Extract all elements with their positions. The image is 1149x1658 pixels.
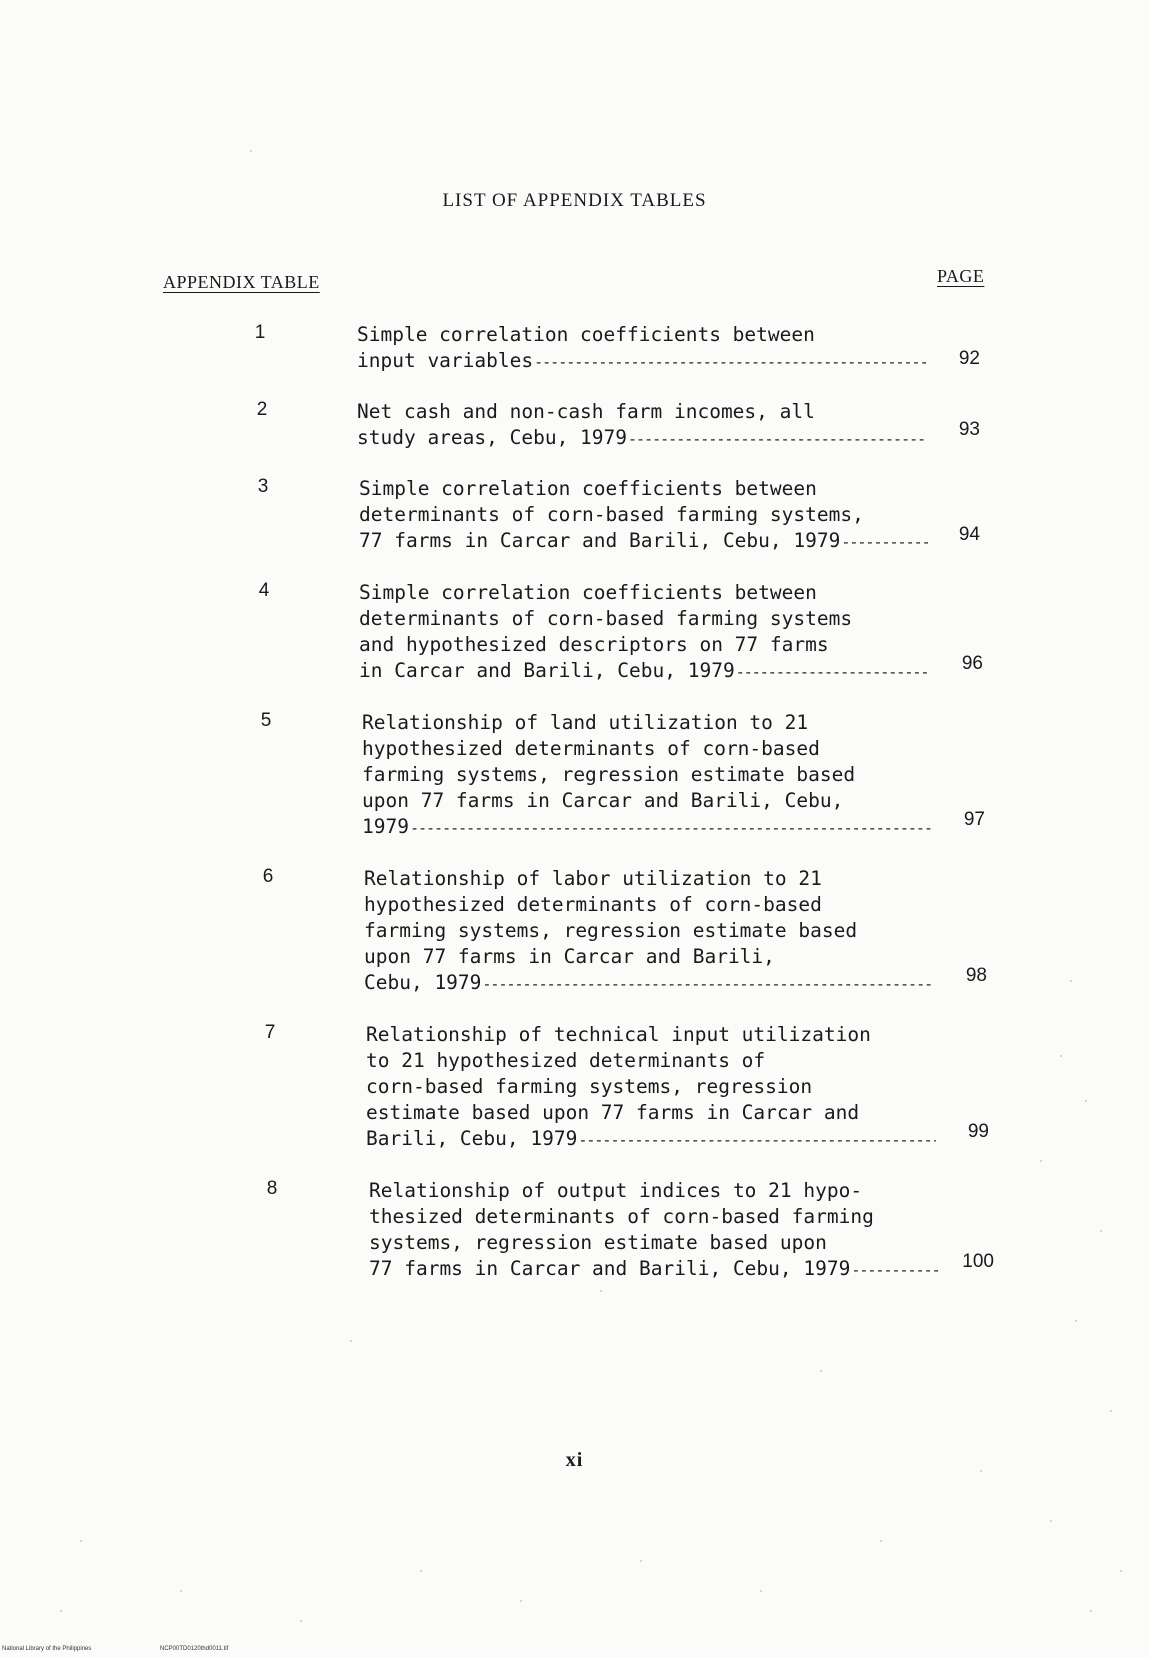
entry-title [369, 1178, 939, 1283]
entry-title-line: hypothesized determinants of corn-based [362, 737, 820, 760]
dot-leader [578, 1127, 936, 1153]
entry-title-line: Relationship of labor utilization to 21 [364, 867, 822, 890]
entry-page-number: 97 [963, 809, 985, 830]
entry-title [366, 1022, 936, 1153]
scan-footer-library: National Library of the Philippines [2, 1646, 92, 1652]
entry-title-line: Simple correlation coefficients between [359, 581, 817, 604]
entry-title-line: to 21 hypothesized determinants of [366, 1049, 766, 1072]
entry-title [357, 399, 927, 452]
appendix-table-column-header: APPENDIX TABLE [163, 272, 320, 292]
entry-number: 1 [254, 322, 266, 343]
entry-title-last-line: 1979 [362, 815, 409, 838]
dot-leader [482, 971, 934, 997]
entry-page-number: 100 [962, 1251, 994, 1272]
page-column-header: PAGE [937, 266, 985, 286]
entry-title-line: Simple correlation coefficients between [357, 323, 815, 346]
entry-title [364, 866, 934, 997]
entry-page-number: 98 [965, 965, 987, 986]
entry-number: 5 [260, 710, 272, 731]
dot-leader [628, 426, 927, 452]
entry-number: 7 [264, 1022, 276, 1043]
entry-page-number: 96 [961, 653, 983, 674]
entry-title [362, 710, 932, 841]
entry-title-line: corn-based farming systems, regression [366, 1075, 813, 1098]
entry-title-last-line: 77 farms in Carcar and Barili, Cebu, 1979 [359, 529, 841, 552]
entry-title-line: hypothesized determinants of corn-based [364, 893, 822, 916]
dot-leader [851, 1257, 939, 1283]
entry-title [359, 580, 929, 685]
entry-number: 3 [257, 476, 269, 497]
entry-title-last-line: input variables [357, 349, 534, 372]
entry-title-line: thesized determinants of corn-based farming [369, 1205, 874, 1228]
entry-title [357, 322, 927, 375]
entry-title-line: upon 77 farms in Carcar and Barili, Cebu, [362, 789, 844, 812]
entry-title-line: systems, regression estimate based upon [369, 1231, 827, 1254]
entry-page-number: 99 [967, 1121, 989, 1142]
entry-title-last-line: in Carcar and Barili, Cebu, 1979 [359, 659, 735, 682]
entry-title-line: farming systems, regression estimate based [364, 919, 858, 942]
entry-number: 6 [262, 866, 274, 887]
entry-title-last-line: Barili, Cebu, 1979 [366, 1127, 578, 1150]
dot-leader [410, 815, 932, 841]
entry-title-line: Net cash and non-cash farm incomes, all [357, 400, 815, 423]
entry-title-last-line: 77 farms in Carcar and Barili, Cebu, 1979 [369, 1257, 851, 1280]
page-title: LIST OF APPENDIX TABLES [442, 190, 707, 211]
entry-page-number: 92 [958, 348, 980, 369]
entry-title-last-line: study areas, Cebu, 1979 [357, 426, 628, 449]
dot-leader [736, 659, 929, 685]
entry-title-line: Simple correlation coefficients between [359, 477, 817, 500]
entry-page-number: 93 [958, 419, 980, 440]
scan-footer-filename: NCP00TD0120thd0011.tif [160, 1646, 229, 1652]
entry-title-line: Relationship of land utilization to 21 [362, 711, 809, 734]
entry-number: 8 [266, 1178, 278, 1199]
dot-leader [841, 529, 929, 555]
entry-title-line: Relationship of technical input utilization [366, 1023, 871, 1046]
entry-title [359, 476, 929, 555]
entry-title-last-line: Cebu, 1979 [364, 971, 482, 994]
entry-title-line: upon 77 farms in Carcar and Barili, [364, 945, 775, 968]
dot-leader [534, 349, 927, 375]
entry-title-line: farming systems, regression estimate based [362, 763, 856, 786]
entry-page-number: 94 [958, 524, 980, 545]
entry-title-line: determinants of corn-based farming systems, [359, 503, 864, 526]
entry-title-line: estimate based upon 77 farms in Carcar and [366, 1101, 860, 1124]
entry-number: 2 [256, 399, 268, 420]
entry-title-line: Relationship of output indices to 21 hypo- [369, 1179, 863, 1202]
entry-title-line: determinants of corn-based farming systems [359, 607, 853, 630]
page-folio: xi [565, 1449, 584, 1471]
entry-title-line: and hypothesized descriptors on 77 farms [359, 633, 829, 656]
entry-number: 4 [258, 580, 270, 601]
